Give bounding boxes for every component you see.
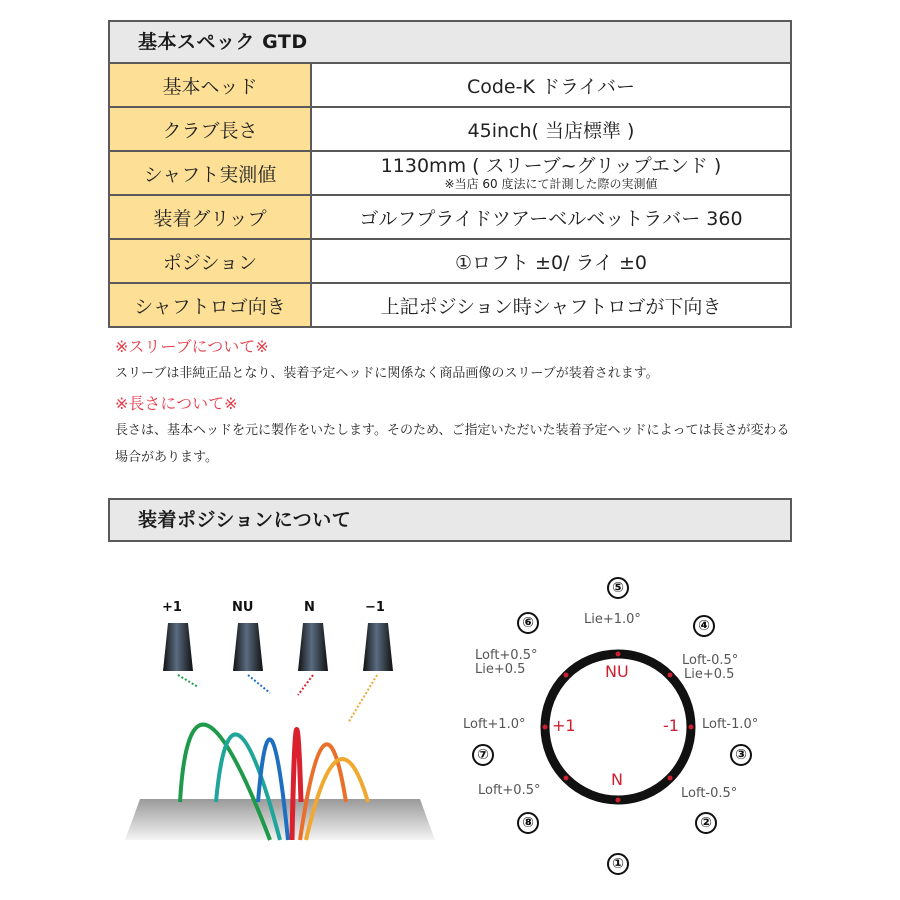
dial-label-n: N — [611, 770, 623, 789]
position-8-text: Loft+0.5° — [478, 783, 541, 798]
sleeve-label: +1 — [162, 600, 182, 615]
sleeve-label: NU — [232, 600, 254, 615]
note-body-sleeve: スリーブは非純正品となり、装着予定ヘッドに関係なく商品画像のスリーブが装着されます。 — [115, 366, 659, 381]
row-label: シャフトロゴ向き — [109, 283, 311, 327]
dial-label-nu: NU — [605, 662, 629, 681]
note-title-sleeve: ※スリーブについて※ — [115, 337, 269, 356]
table-row — [109, 239, 791, 283]
position-6-text: Loft+0.5° — [475, 648, 538, 663]
note-title-length: ※長さについて※ — [115, 394, 238, 413]
row-value — [311, 151, 791, 195]
position-2-text: Loft-0.5° — [681, 786, 738, 801]
sleeve-label: −1 — [365, 600, 385, 615]
row-value: 45inch( 当店標準 ) — [311, 107, 791, 151]
notes — [115, 334, 795, 475]
row-label: クラブ長さ — [109, 107, 311, 151]
position-7-number: ⑦ — [472, 744, 494, 766]
position-6-text2: Lie+0.5 — [475, 662, 526, 677]
table-row — [109, 195, 791, 239]
row-label: シャフト実測値 — [109, 151, 311, 195]
row-label: ポジション — [109, 239, 311, 283]
table-row — [109, 283, 791, 327]
spec-table — [108, 62, 792, 328]
row-value: ゴルフプライドツアーベルベットラバー 360 — [311, 195, 791, 239]
position-2-number: ② — [695, 812, 717, 834]
position-5-text: Lie+1.0° — [584, 612, 641, 627]
shaft-measure-note: ※当店 60 度法にて計測した際の実測値 — [444, 177, 658, 191]
position-1-number: ① — [607, 853, 629, 875]
position-4-text2: Lie+0.5 — [684, 667, 735, 682]
position-3-number: ③ — [730, 744, 752, 766]
position-3-text: Loft-1.0° — [702, 717, 759, 732]
position-4-text: Loft-0.5° — [682, 653, 739, 668]
trajectory-graphic — [120, 590, 440, 860]
sleeve-label: N — [304, 600, 315, 615]
table-row — [109, 63, 791, 107]
table-row — [109, 151, 791, 195]
position-section-header: 装着ポジションについて — [108, 498, 792, 542]
row-label: 基本ヘッド — [109, 63, 311, 107]
note-body-length: 長さは、基本ヘッドを元に製作をいたします。そのため、ご指定いただいた装着予定ヘッドによっては長さが変わる場合があります。 — [115, 423, 790, 465]
row-label: 装着グリップ — [109, 195, 311, 239]
position-dial — [455, 570, 785, 880]
table-row — [109, 107, 791, 151]
row-value: 上記ポジション時シャフトロゴが下向き — [311, 283, 791, 327]
spec-section-header: 基本スペック GTD — [108, 20, 792, 64]
position-8-number: ⑧ — [517, 812, 539, 834]
position-6-number: ⑥ — [517, 612, 539, 634]
dial-label-plus1: +1 — [552, 716, 576, 735]
trajectory-diagram — [120, 590, 440, 860]
dial-label-minus1: -1 — [663, 716, 679, 735]
position-7-text: Loft+1.0° — [463, 717, 526, 732]
shaft-measure-value: 1130mm ( スリーブ~グリップエンド ) — [380, 155, 722, 177]
row-value: Code-K ドライバー — [311, 63, 791, 107]
position-5-number: ⑤ — [607, 577, 629, 599]
position-4-number: ④ — [693, 615, 715, 637]
sleeve-icon — [163, 623, 393, 671]
row-value: ①ロフト ±0/ ライ ±0 — [311, 239, 791, 283]
